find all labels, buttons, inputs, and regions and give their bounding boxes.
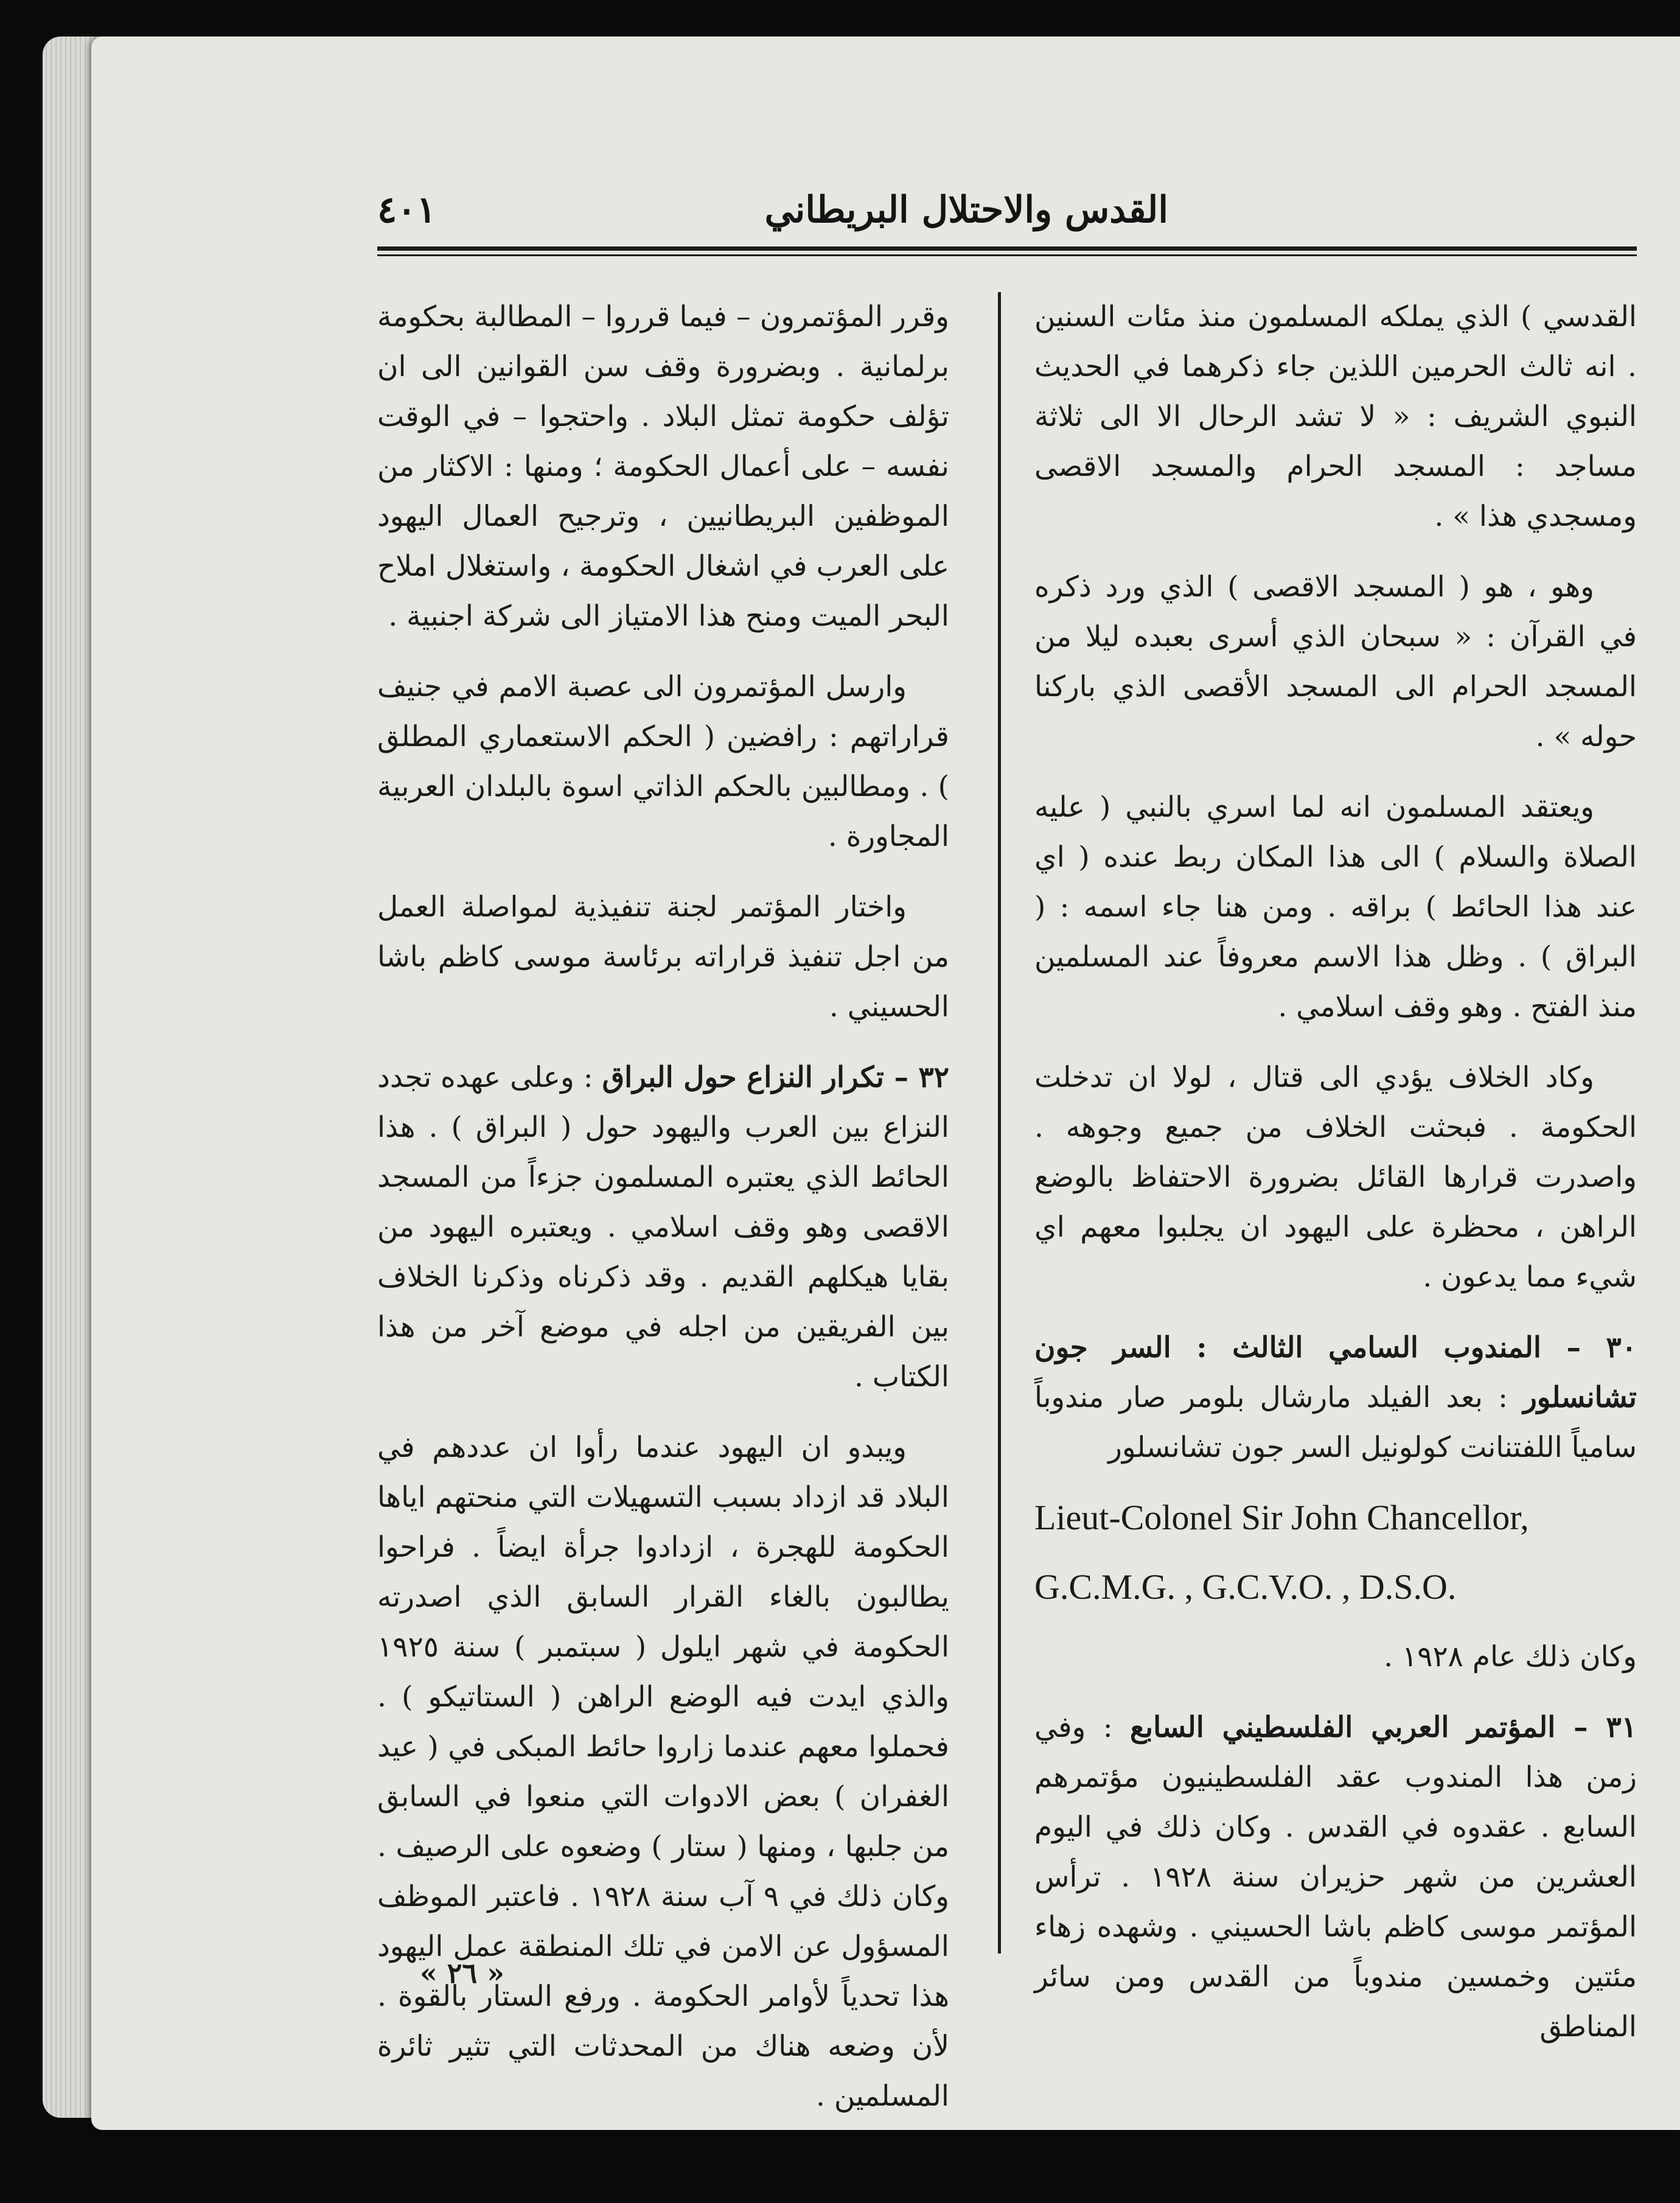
section-heading: ٣١ – المؤتمر العربي الفلسطيني السابع: [1130, 1711, 1637, 1744]
paragraph: وكاد الخلاف يؤدي الى قتال ، لولا ان تدخلت الحكومة . فبحثت الخلاف من جميع وجوهه . واصدرت قرارها القائل بضرورة الاحتفاظ بالوضع الراهن ، محظرة على اليهود ان يجلبوا معهم اي شيء مما يدعون .: [1034, 1061, 1637, 1294]
header-rule-thick: [377, 246, 1637, 251]
left-column: [377, 292, 949, 2142]
latin-honours: G.C.M.G. , G.C.V.O. , D.S.O.: [1034, 1567, 1457, 1607]
header-title: القدس والاحتلال البريطاني: [764, 189, 1168, 231]
paragraph: القدسي ) الذي يملكه المسلمون منذ مئات السنين . انه ثالث الحرمين اللذين جاء ذكرهما في الحديث النبوي الشريف : « لا تشد الرحال الا الى ثلاثة مساجد : المسجد الحرام والمسجد الاقصى ومسجدي هذا » .: [1034, 300, 1637, 533]
running-header: [377, 183, 1637, 250]
paragraph: وكان ذلك عام ١٩٢٨ .: [1384, 1640, 1637, 1674]
column-divider: [998, 292, 1001, 1953]
section-31: [1034, 1703, 1637, 2052]
section-text: : وفي زمن هذا المندوب عقد الفلسطينيون مؤتمرهم السابع . عقدوه في القدس . وكان ذلك في اليوم العشرين من شهر حزيران سنة ١٩٢٨ . ترأس المؤتمر موسى كاظم باشا الحسيني . وشهده زهاء مئتين وخمسين مندوباً من القدس ومن سائر المناطق: [1034, 1711, 1637, 2044]
paragraph: ويعتقد المسلمون انه لما اسري بالنبي ( عليه الصلاة والسلام ) الى هذا المكان ربط عنده ( اي عند هذا الحائط ) براقه . ومن هنا جاء اسمه : ( البراق ) . وظل هذا الاسم معروفاً عند المسلمين منذ الفتح . وهو وقف اسلامي .: [1034, 791, 1637, 1024]
section-32: [377, 1053, 949, 1402]
section-heading: ٣٠ – المندوب السامي الثالث : السر جون تشانسلور: [1034, 1331, 1637, 1414]
page-folio: « ٢٦ »: [420, 1957, 504, 1989]
header-rule-thin: [377, 254, 1637, 256]
section-text: : بعد الفيلد مارشال بلومر صار مندوباً سامياً اللفتنانت كولونيل السر جون تشانسلور: [1034, 1381, 1637, 1464]
paragraph: واختار المؤتمر لجنة تنفيذية لمواصلة العمل من اجل تنفيذ قراراته برئاسة موسى كاظم باشا الحسيني .: [377, 890, 949, 1024]
header-page-number: ٤٠١: [377, 189, 436, 231]
latin-name: Lieut-Colonel Sir John Chancellor,: [1034, 1498, 1529, 1537]
paragraph: وارسل المؤتمرون الى عصبة الامم في جنيف قراراتهم : رافضين ( الحكم الاستعماري المطلق ) . ومطالبين بالحكم الذاتي اسوة بالبلدان العربية المجاورة .: [377, 670, 949, 853]
paragraph: وهو ، هو ( المسجد الاقصى ) الذي ورد ذكره في القرآن : « سبحان الذي أسرى بعبده ليلا من المسجد الحرام الى المسجد الأقصى الذي باركنا حوله » .: [1034, 570, 1637, 753]
section-30: [1034, 1323, 1637, 1473]
section-text: : وعلى عهده تجدد النزاع بين العرب واليهود حول ( البراق ) . هذا الحائط الذي يعتبره المسلمون جزءاً من المسجد الاقصى وهو وقف اسلامي . ويعتبره اليهود من بقايا هيكلهم القديم . وقد ذكرناه وذكرنا الخلاف بين الفريقين من اجله في موضع آخر من هذا الكتاب .: [377, 1061, 949, 1394]
right-column: [1034, 292, 1637, 2073]
section-heading: ٣٢ – تكرار النزاع حول البراق: [602, 1061, 950, 1094]
paragraph: ويبدو ان اليهود عندما رأوا ان عددهم في البلاد قد ازداد بسبب التسهيلات التي منحتهم اياها الحكومة للهجرة ، ازدادوا جرأة ايضاً . فراحوا يطالبون بالغاء القرار السابق الذي اصدرته الحكومة في شهر ايلول ( سبتمبر ) سنة ١٩٢٥ والذي ايدت فيه الوضع الراهن ( الستاتيكو ) . فحملوا معهم عندما زاروا حائط المبكى في ( عيد الغفران ) بعض الادوات التي منعوا في السابق من جلبها ، ومنها ( ستار ) وضعوه على الرصيف . وكان ذلك في ٩ آب سنة ١٩٢٨ . فاعتبر الموظف المسؤول عن الامن في تلك المنطقة عمل اليهود هذا تحدياً لأوامر الحكومة . ورفع الستار بالقوة . لأن وضعه هناك من المحدثات التي تثير ثائرة المسلمين .: [377, 1431, 950, 2113]
paragraph: وقرر المؤتمرون – فيما قرروا – المطالبة بحكومة برلمانية . وبضرورة وقف سن القوانين الى ان تؤلف حكومة تمثل البلاد . واحتجوا – في الوقت نفسه – على أعمال الحكومة ؛ ومنها : الاكثار من الموظفين البريطانيين ، وترجيح العمال اليهود على العرب في اشغال الحكومة ، واستغلال املاح البحر الميت ومنح هذا الامتياز الى شركة اجنبية .: [377, 300, 949, 633]
